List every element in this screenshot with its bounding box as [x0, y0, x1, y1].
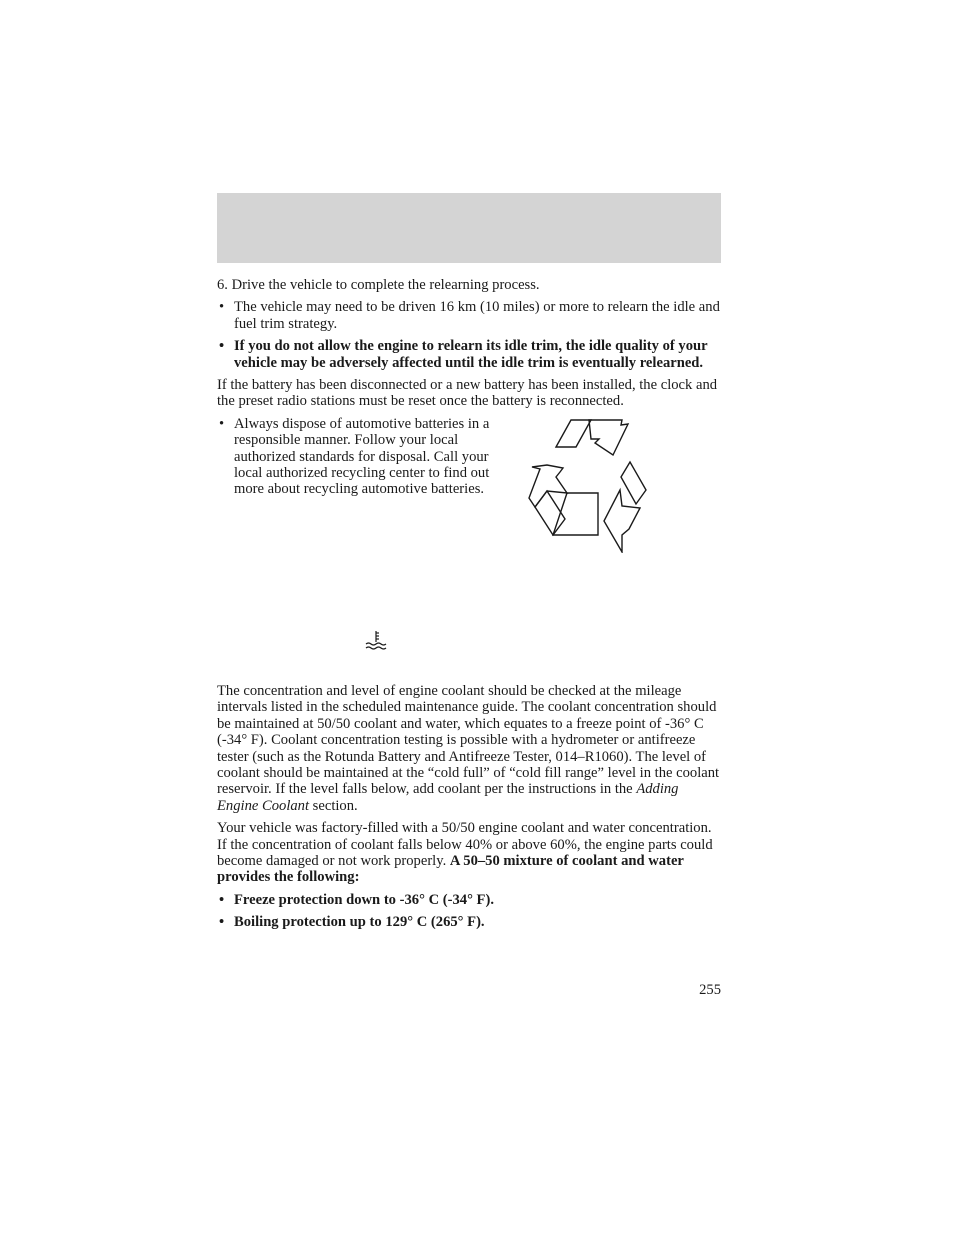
bullet-icon: • — [219, 299, 225, 316]
page-number: 255 — [699, 982, 721, 998]
bullet-text: The vehicle may need to be driven 16 km (10 miles) or more to relearn the idle and fuel trim strategy. — [234, 299, 720, 332]
bullet-text: Always dispose of automotive batteries in a responsible manner. Follow your local authorized standards for disposal. Call your local authorized recycling center to find out more about recycling automotive batteries. — [234, 415, 490, 498]
section-header-band — [217, 193, 721, 263]
page-content — [217, 277, 721, 576]
bullet-icon: • — [219, 338, 225, 355]
list-item — [217, 892, 721, 908]
mixture-emphasis: A 50–50 mixture of coolant and water provides the following: — [217, 853, 684, 886]
list-item — [217, 338, 721, 371]
step-6-text: 6. Drive the vehicle to complete the relearning process. — [217, 277, 540, 293]
bullet-text: Freeze protection down to -36° C (-34° F). — [234, 891, 494, 908]
bullet-text: If you do not allow the engine to relearn its idle trim, the idle quality of your vehicle may be adversely affected until the idle trim is eventually relearned. — [234, 338, 708, 371]
list-item — [217, 299, 721, 332]
battery-disposal-block — [217, 416, 721, 576]
bullet-icon: • — [219, 914, 225, 931]
adding-engine-coolant-reference: Adding Engine Coolant — [217, 781, 679, 814]
bullet-icon: • — [219, 891, 225, 908]
coolant-temperature-icon — [365, 629, 387, 651]
coolant-section — [217, 683, 721, 937]
list-item — [217, 416, 490, 498]
bullet-text: Boiling protection up to 129° C (265° F). — [234, 914, 485, 931]
recycle-icon — [527, 411, 669, 553]
coolant-paragraph-1: The concentration and level of engine coolant should be checked at the mileage intervals listed in the scheduled maintenance guide. The coolant concentration should be maintained at 50/50 coolant and water, which equates to a freeze point of -36° C (-34° F). Coolant concentration testing is possible with a hydrometer or antifreeze tester (such as the Rotunda Battery and Antifreeze Tester, 014–R1060). The level of coolant should be maintained at the “cold full” of “cold fill range” level in the coolant reservoir. If the level falls below, add coolant per the instructions in the Adding Engine Coolant section. — [217, 683, 720, 814]
bullet-icon: • — [219, 415, 225, 432]
coolant-paragraph-2: Your vehicle was factory-filled with a 50/50 engine coolant and water concentration. If the concentration of coolant falls below 40% or above 60%, the engine parts could become damaged or not work properly. A 50–50 mixture of coolant and water provides the following: — [217, 820, 713, 886]
list-item — [217, 914, 721, 930]
battery-reset-paragraph: If the battery has been disconnected or a new battery has been installed, the clock and the preset radio stations must be reset once the battery is reconnected. — [217, 377, 718, 410]
